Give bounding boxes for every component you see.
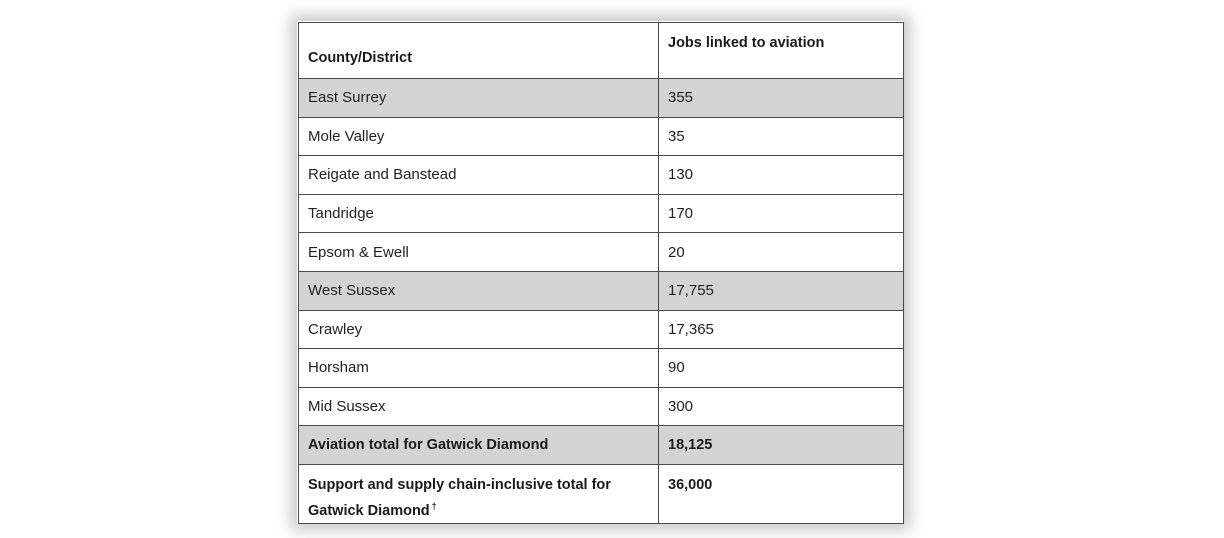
table-row [299,156,904,195]
area-cell: East Surrey [299,79,659,118]
table-row [299,194,904,233]
inclusive-total-row [299,464,904,523]
table-row [299,387,904,426]
table-header-row [299,23,904,79]
area-cell: Crawley [299,310,659,349]
area-cell: Mid Sussex [299,387,659,426]
jobs-cell: 300 [659,387,904,426]
table-row [299,79,904,118]
total-row [299,426,904,465]
area-cell: Reigate and Banstead [299,156,659,195]
header-county-district: County/District [299,23,659,79]
jobs-cell: 17,365 [659,310,904,349]
area-cell: Tandridge [299,194,659,233]
jobs-cell: 90 [659,349,904,388]
aviation-jobs-table [298,22,904,524]
area-cell: Mole Valley [299,117,659,156]
footnote-mark: † [431,500,437,511]
area-cell [299,464,659,523]
jobs-cell: 36,000 [659,464,904,523]
table-card [297,21,904,524]
table-row [299,310,904,349]
area-cell: West Sussex [299,271,659,310]
jobs-cell: 170 [659,194,904,233]
area-cell: Epsom & Ewell [299,233,659,272]
jobs-cell: 130 [659,156,904,195]
area-cell: Horsham [299,349,659,388]
area-cell: Aviation total for Gatwick Diamond [299,426,659,465]
header-jobs-linked: Jobs linked to aviation [659,23,904,79]
jobs-cell: 355 [659,79,904,118]
table-row [299,349,904,388]
jobs-cell: 17,755 [659,271,904,310]
area-text: Support and supply chain-inclusive total for Gatwick Diamond [308,476,611,519]
table-row [299,271,904,310]
table-row [299,117,904,156]
jobs-cell: 20 [659,233,904,272]
table-row [299,233,904,272]
jobs-cell: 18,125 [659,426,904,465]
jobs-cell: 35 [659,117,904,156]
